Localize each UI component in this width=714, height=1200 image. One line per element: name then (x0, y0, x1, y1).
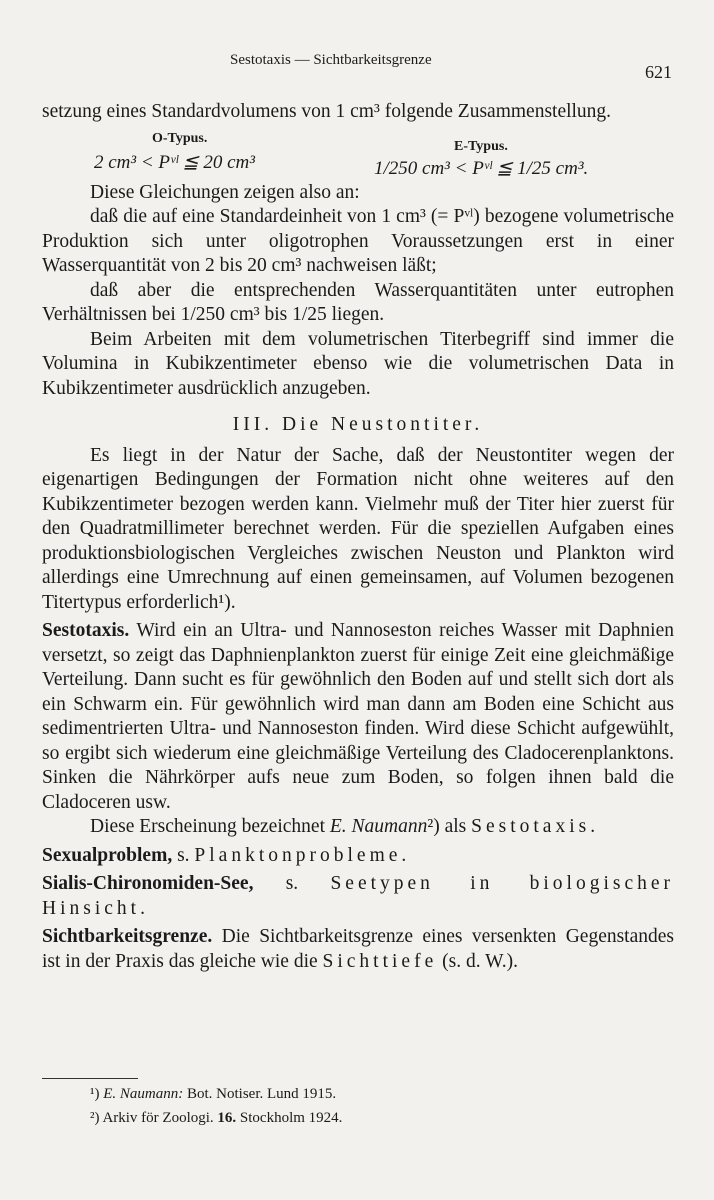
designation-term: Sestotaxis (471, 816, 591, 837)
page-body (42, 100, 674, 974)
paragraph-eutroph: daß aber die entsprechenden Wasserquantitäten unter eutrophen Verhältnissen bei 1/250 cm³ bis 1/25 liegen. (42, 279, 674, 325)
formula-o-type: O-Typus. (152, 130, 208, 146)
footnote-1-author: E. Naumann: (103, 1086, 184, 1102)
formula-e-type: E-Typus. (454, 138, 508, 154)
entry-sichtbarkeitsgrenze-pre: Die Sichtbarkeitsgrenze eines versenkten Gegenstandes ist in der Praxis das gleiche wie die (42, 926, 674, 972)
entry-sestotaxis (42, 619, 674, 815)
paragraph-oligotroph: daß die auf eine Standardeinheit von 1 cm³ (= Pᵛˡ) bezogene volumetrische Produktion sich unter oligotrophen Voraussetzungen erst in einer Wasserquantität von 2 bis 20 cm³ nachweisen läßt; (42, 206, 674, 276)
footnote-1 (90, 1082, 674, 1106)
designation-mid: ²) als (427, 816, 467, 837)
entry-sichtbarkeitsgrenze-term: Sichttiefe (322, 950, 438, 972)
footnote-1-text: Bot. Notiser. Lund 1915. (187, 1086, 337, 1102)
paragraph-volumetric-work: Beim Arbeiten mit dem volumetrischen Titerbegriff sind immer die Volumina in Kubikzentimeter ebenso wie die volumetrischen Data in Kubikzentimeter ausdrücklich anzugeben. (42, 328, 674, 399)
entry-sexualproblem-end: . (401, 844, 407, 866)
page-number: 621 (645, 62, 672, 82)
footnote-2 (90, 1106, 674, 1130)
entry-sexualproblem (42, 844, 674, 869)
section-title: III. Die Neustontiter. (232, 414, 484, 435)
footnote-2-vol: 16. (217, 1110, 237, 1126)
entry-sestotaxis-head: Sestotaxis. (42, 620, 130, 641)
formula-e: 1/250 cm³ < Pᵛˡ ≦ 1/25 cm³. (374, 157, 589, 179)
entry-sichtbarkeitsgrenze-head: Sichtbarkeitsgrenze. (42, 926, 213, 947)
entry-sestotaxis-text: Wird ein an Ultra- und Nannoseston reiches Wasser mit Daphnien versetzt, so zeigt das Daphnienplankton zuerst für einige Zeit eine gleichmäßige Verteilung. Dann sucht es für gewöhnlich den Boden auf und stellt sich dort als ein Schwarm ein. Für gewöhnlich wird man dann am Boden eine Schicht aus sedimentrierten Ultra- und Nannoseston finden. Wird diese Schicht aufgewühlt, so ergibt sich wiederum eine gleichmäßige Verteilung des Cladocerenplanktons. Sinken die Nährkörper aufs neue zum Boden, so folgen ihnen bald die Cladoceren usw. (42, 620, 674, 813)
footnotes (90, 1082, 674, 1130)
paragraph-neuston: Es liegt in der Natur der Sache, daß der Neustontiter wegen der eigenartigen Bedingungen der Formation nicht ohne weiteres auf den Kubikzentimeter bezogen werden kann. Vielmehr muß der Titer hier zuerst für den Quadratmillimeter berechnet werden. Für die speziellen Aufgaben eines produktionsbiologischen Vergleiches zwischen Neuston und Plankton wird allerdings eine Umrechnung auf einen gemeinsamen, auf Volumen bezogenen Titertypus erforderlich¹). (42, 444, 674, 613)
entry-sexualproblem-head: Sexualproblem, (42, 844, 173, 866)
paragraph-equations-intro: Diese Gleichungen zeigen also an: (90, 181, 360, 203)
entry-sichtbarkeitsgrenze (42, 925, 674, 974)
entry-sichtbarkeitsgrenze-end: (s. d. W.). (442, 950, 518, 972)
entry-sexualproblem-see: s. (177, 844, 190, 866)
paragraph-intro: setzung eines Standardvolumens von 1 cm³ folgende Zusammenstellung. (42, 101, 612, 122)
entry-sexualproblem-ref: Planktonprobleme (194, 844, 402, 866)
formula-row (42, 125, 674, 181)
entry-sialis-ref: Seetypen in biologischer Hinsicht (42, 873, 675, 919)
entry-sialis-head: Sialis-Chironomiden-See, (42, 873, 254, 894)
entry-sialis (42, 872, 674, 921)
entry-sialis-end: . (140, 897, 145, 919)
footnote-2-mark: ²) (90, 1110, 100, 1126)
footnote-1-mark: ¹) (90, 1086, 100, 1102)
page-header (42, 52, 674, 82)
designation-end: . (590, 816, 596, 837)
footnote-2-post: Stockholm 1924. (239, 1110, 343, 1126)
designation-pre: Diese Erscheinung bezeichnet (90, 816, 325, 837)
running-title: Sestotaxis — Sichtbarkeitsgrenze (230, 52, 432, 68)
footnote-2-pre: Arkiv för Zoologi. (102, 1110, 214, 1126)
paragraph-designation (42, 815, 674, 840)
designation-author: E. Naumann (329, 816, 428, 837)
entry-sialis-see: s. (285, 873, 299, 894)
formula-o: 2 cm³ < Pᵛˡ ≦ 20 cm³ (94, 151, 255, 173)
footnote-divider (42, 1078, 138, 1079)
